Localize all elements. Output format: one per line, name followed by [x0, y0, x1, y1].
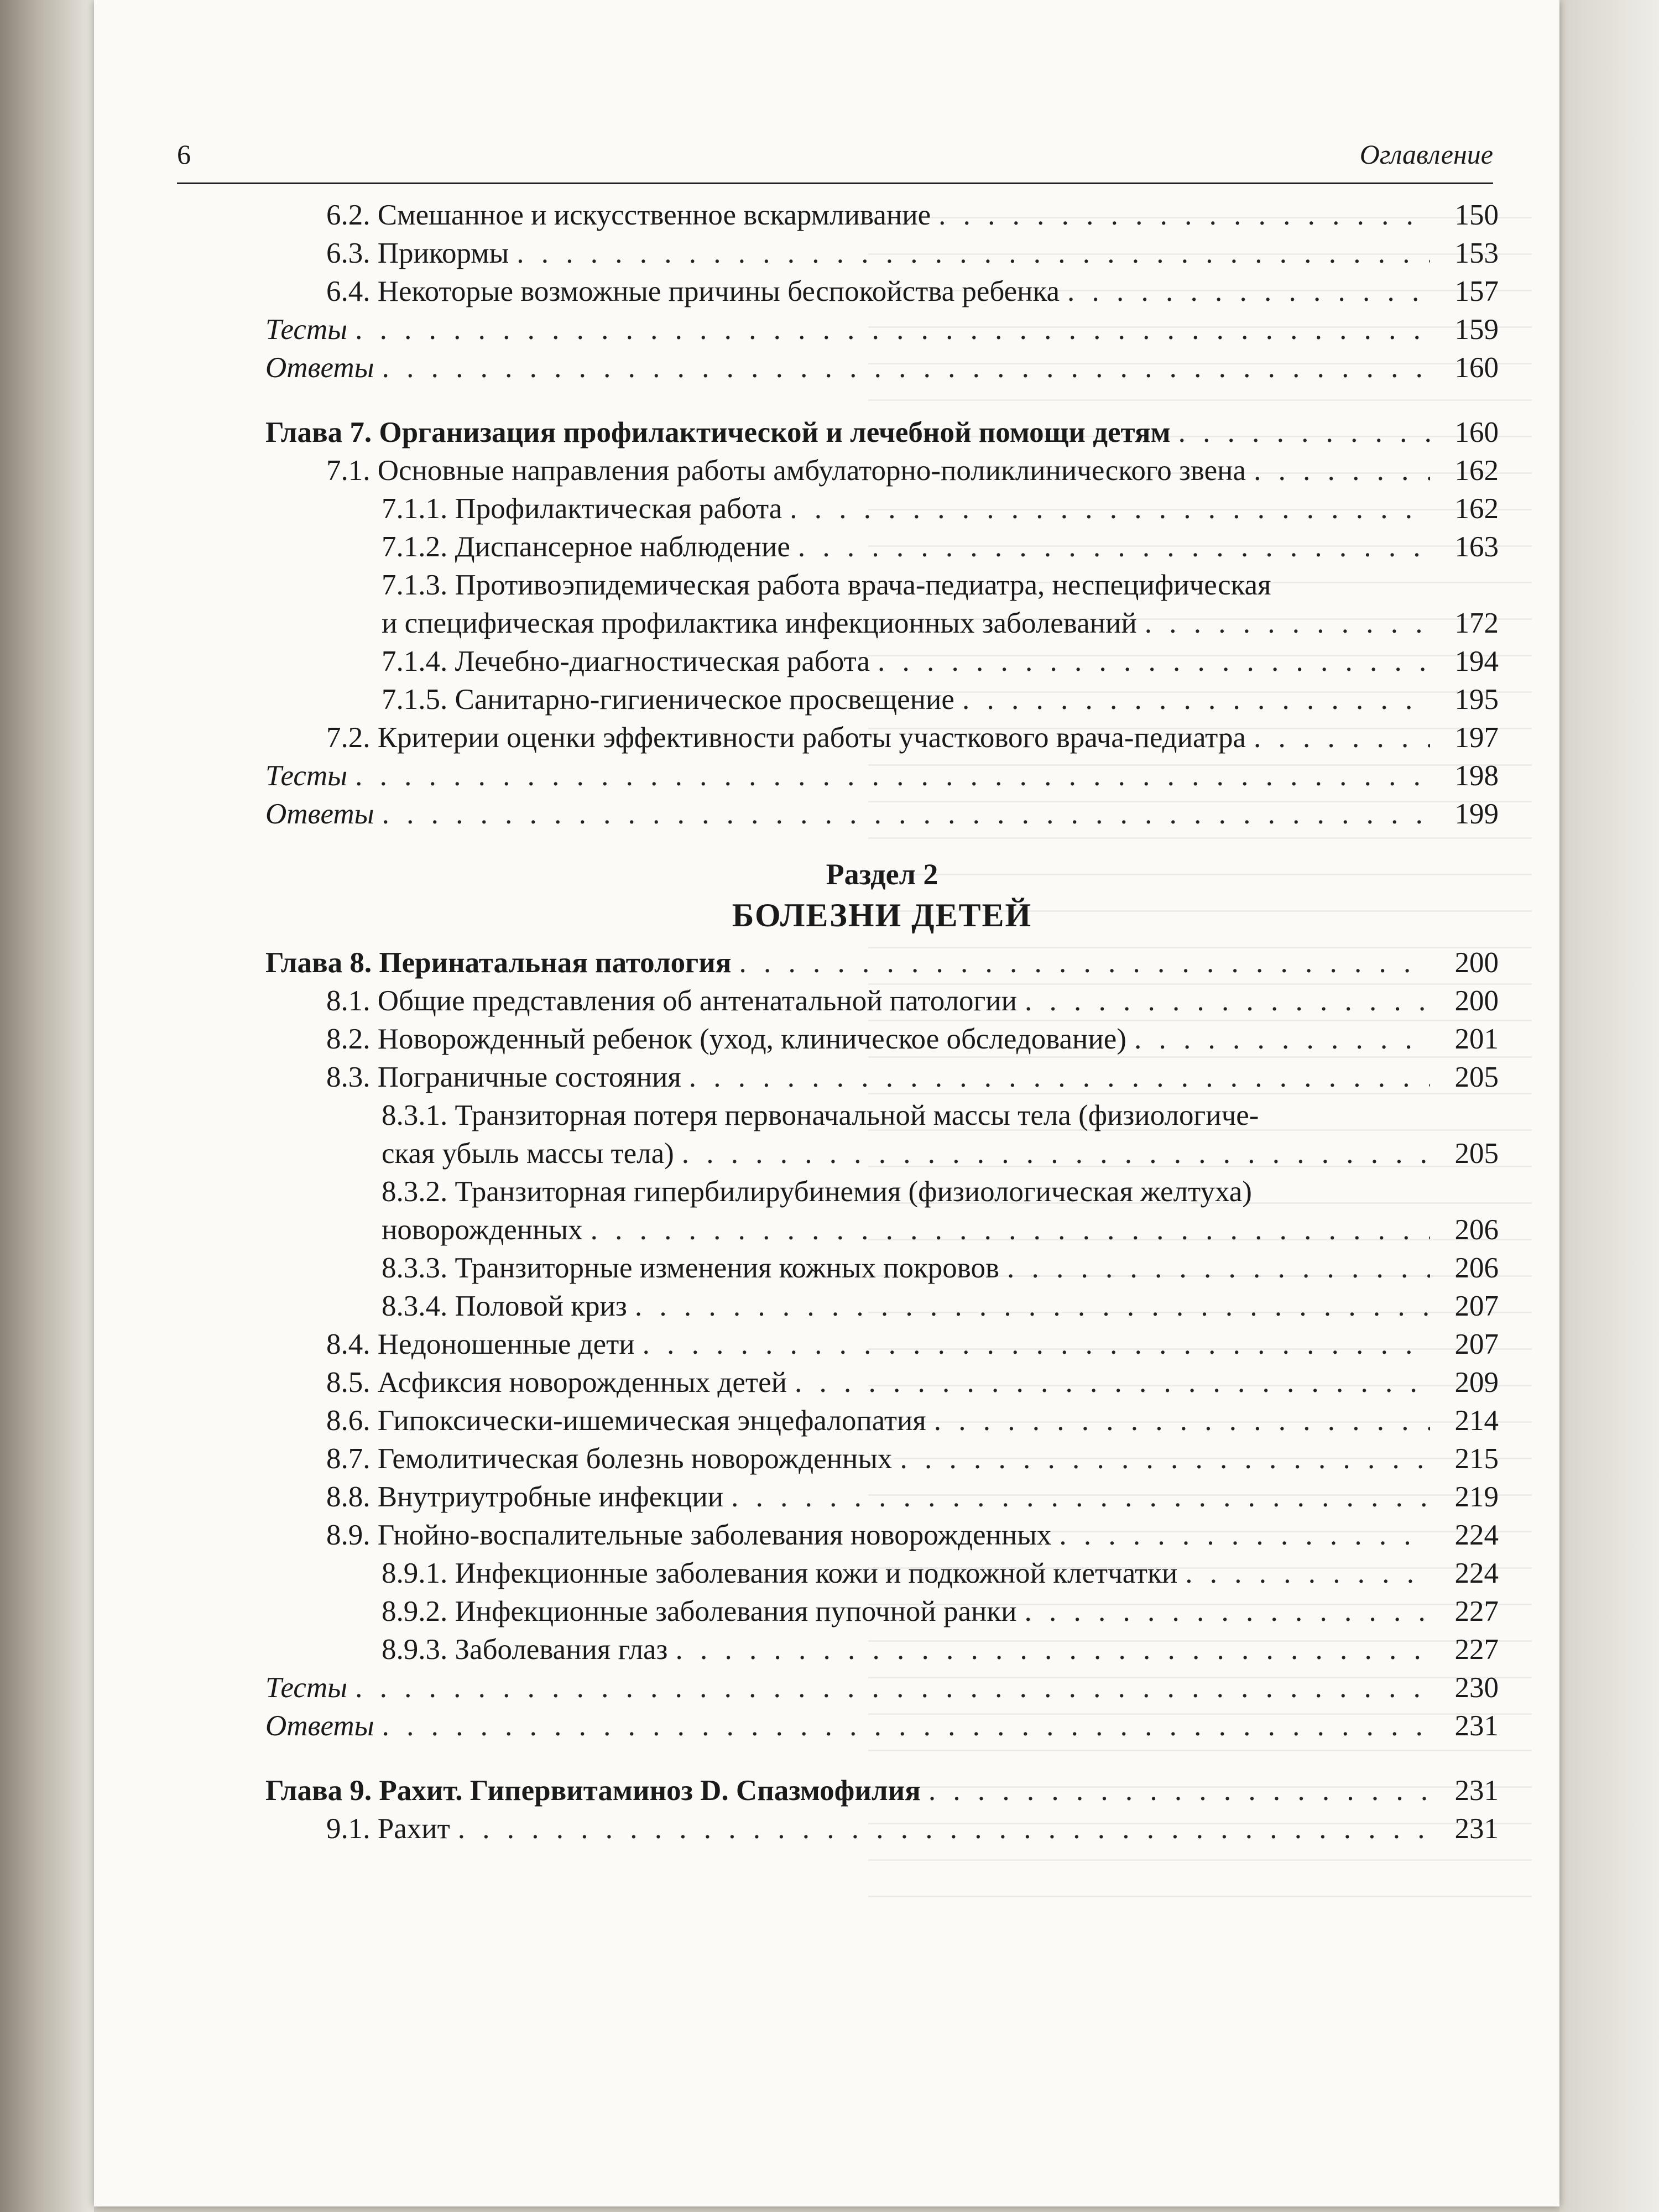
toc-entry	[265, 1593, 1499, 1631]
toc-entry	[265, 1135, 1499, 1173]
toc-label: Ответы	[265, 798, 374, 830]
toc-entry	[265, 528, 1499, 566]
leader-dots	[934, 1402, 1430, 1440]
toc-label: 8.6. Гипоксически-ишемическая энцефалопатия	[326, 1405, 926, 1437]
leader-dots	[355, 1669, 1430, 1707]
toc-entry	[265, 1631, 1499, 1669]
toc-page: 215	[1454, 1443, 1499, 1475]
table-of-contents	[265, 196, 1499, 1848]
toc-page: 200	[1454, 947, 1499, 979]
toc-entry	[265, 1211, 1499, 1249]
toc-entry	[265, 681, 1499, 719]
toc-page: 231	[1454, 1775, 1499, 1807]
running-title: Оглавление	[1359, 139, 1493, 170]
scan-edge	[1559, 0, 1659, 2212]
leader-dots	[1254, 452, 1430, 490]
toc-entry	[265, 982, 1499, 1020]
toc-entry	[265, 452, 1499, 490]
toc-entry	[265, 1440, 1499, 1478]
toc-entry	[265, 234, 1499, 273]
toc-page: 160	[1454, 416, 1499, 448]
toc-label: 6.3. Прикормы	[326, 237, 509, 269]
toc-label: Глава 9. Рахит. Гипервитаминоз D. Спазмофилия	[265, 1775, 921, 1807]
toc-entry	[265, 1020, 1499, 1058]
toc-page: 207	[1454, 1328, 1499, 1360]
toc-page: 195	[1454, 684, 1499, 716]
toc-label: Тесты	[265, 314, 348, 346]
toc-entry	[265, 1326, 1499, 1364]
leader-dots	[458, 1810, 1430, 1848]
toc-page: 197	[1454, 722, 1499, 754]
leader-dots	[689, 1058, 1430, 1097]
running-head	[177, 133, 1493, 184]
toc-label: 9.1. Рахит	[326, 1813, 450, 1845]
leader-dots	[382, 349, 1430, 387]
leader-dots	[1025, 982, 1430, 1020]
toc-page: 206	[1454, 1252, 1499, 1284]
leader-dots	[900, 1440, 1430, 1478]
spacer	[265, 1745, 1499, 1772]
toc-label: 8.7. Гемолитическая болезнь новорожденных	[326, 1443, 893, 1475]
toc-entry	[265, 1516, 1499, 1554]
section-title: БОЛЕЗНИ ДЕТЕЙ	[732, 897, 1032, 933]
toc-chapter	[265, 1772, 1499, 1810]
leader-dots	[517, 234, 1430, 273]
leader-dots	[1007, 1249, 1430, 1287]
toc-page: 205	[1454, 1138, 1499, 1170]
toc-label: Ответы	[265, 1710, 374, 1742]
toc-page: 209	[1454, 1366, 1499, 1399]
toc-page: 205	[1454, 1061, 1499, 1093]
leader-dots	[1067, 273, 1430, 311]
toc-label: 8.9.1. Инфекционные заболевания кожи и подкожной клетчатки	[382, 1557, 1178, 1589]
leader-dots	[635, 1287, 1430, 1326]
toc-entry	[265, 273, 1499, 311]
leader-dots	[790, 490, 1430, 528]
toc-entry	[265, 349, 1499, 387]
section-label: Раздел 2	[826, 858, 938, 891]
leader-dots	[355, 757, 1430, 795]
leader-dots	[355, 311, 1430, 349]
toc-label: и специфическая профилактика инфекционных заболеваний	[382, 607, 1137, 639]
toc-page: 206	[1454, 1214, 1499, 1246]
toc-entry	[265, 643, 1499, 681]
toc-entry	[265, 1810, 1499, 1848]
leader-dots	[382, 795, 1430, 833]
leader-dots	[1254, 719, 1430, 757]
scan-edge	[0, 0, 94, 2212]
toc-label: 6.4. Некоторые возможные причины беспокойства ребенка	[326, 275, 1060, 307]
toc-label: 8.3.2. Транзиторная гипербилирубинемия (физиологическая желтуха)	[382, 1176, 1252, 1208]
toc-page: 227	[1454, 1595, 1499, 1627]
toc-entry	[265, 1364, 1499, 1402]
toc-page: 230	[1454, 1672, 1499, 1704]
leader-dots	[591, 1211, 1430, 1249]
toc-page: 214	[1454, 1405, 1499, 1437]
toc-page: 201	[1454, 1023, 1499, 1055]
leader-dots	[1134, 1020, 1430, 1058]
toc-label: 8.9. Гнойно-воспалительные заболевания новорожденных	[326, 1519, 1052, 1551]
toc-label: 8.3.1. Транзиторная потеря первоначальной массы тела (физиологиче-	[382, 1099, 1259, 1131]
toc-chapter	[265, 944, 1499, 982]
toc-label: Тесты	[265, 1672, 348, 1704]
leader-dots	[938, 196, 1430, 234]
toc-page: 231	[1454, 1710, 1499, 1742]
leader-dots	[928, 1772, 1430, 1810]
toc-label: 8.8. Внутриутробные инфекции	[326, 1481, 724, 1513]
toc-label: Ответы	[265, 352, 374, 384]
toc-page: 163	[1454, 531, 1499, 563]
toc-page: 219	[1454, 1481, 1499, 1513]
toc-entry	[265, 1058, 1499, 1097]
leader-dots	[731, 1478, 1430, 1516]
leader-dots	[739, 944, 1430, 982]
toc-label: Глава 8. Перинатальная патология	[265, 947, 732, 979]
toc-entry	[265, 757, 1499, 795]
toc-label: 8.9.2. Инфекционные заболевания пупочной ранки	[382, 1595, 1017, 1627]
toc-label: 8.3.3. Транзиторные изменения кожных покровов	[382, 1252, 999, 1284]
toc-entry	[265, 1707, 1499, 1745]
toc-page: 198	[1454, 760, 1499, 792]
toc-label: 7.1.4. Лечебно-диагностическая работа	[382, 645, 870, 677]
toc-page: 200	[1454, 985, 1499, 1017]
toc-page: 207	[1454, 1290, 1499, 1322]
toc-page: 162	[1454, 493, 1499, 525]
toc-page: 231	[1454, 1813, 1499, 1845]
toc-page: 194	[1454, 645, 1499, 677]
leader-dots	[675, 1631, 1430, 1669]
toc-page: 199	[1454, 798, 1499, 830]
toc-label: 8.3. Пограничные состояния	[326, 1061, 681, 1093]
spacer	[265, 387, 1499, 414]
leader-dots	[1178, 414, 1430, 452]
leader-dots	[1024, 1593, 1430, 1631]
leader-dots	[962, 681, 1430, 719]
toc-label: 7.1.5. Санитарно-гигиеническое просвещение	[382, 684, 954, 716]
leader-dots	[643, 1326, 1430, 1364]
leader-dots	[1059, 1516, 1430, 1554]
page-number: 6	[177, 139, 191, 170]
toc-page: 227	[1454, 1634, 1499, 1666]
toc-label: 8.4. Недоношенные дети	[326, 1328, 635, 1360]
leader-dots	[682, 1135, 1430, 1173]
toc-label: 7.2. Критерии оценки эффективности работы участкового врача-педиатра	[326, 722, 1246, 754]
toc-label: 8.9.3. Заболевания глаз	[382, 1634, 668, 1666]
leader-dots	[382, 1707, 1430, 1745]
toc-page: 159	[1454, 314, 1499, 346]
toc-label: Глава 7. Организация профилактической и лечебной помощи детям	[265, 416, 1171, 448]
leader-dots	[1185, 1554, 1430, 1593]
toc-entry	[265, 566, 1499, 604]
toc-entry	[265, 719, 1499, 757]
toc-entry	[265, 795, 1499, 833]
toc-entry	[265, 1173, 1499, 1211]
toc-entry	[265, 1669, 1499, 1707]
leader-dots	[878, 643, 1430, 681]
toc-label: 7.1. Основные направления работы амбулаторно-поликлинического звена	[326, 455, 1246, 487]
toc-label: 8.5. Асфиксия новорожденных детей	[326, 1366, 787, 1399]
toc-label: Тесты	[265, 760, 348, 792]
toc-entry	[265, 1097, 1499, 1135]
toc-page: 162	[1454, 455, 1499, 487]
toc-label: 8.1. Общие представления об антенатальной патологии	[326, 985, 1017, 1017]
toc-entry	[265, 196, 1499, 234]
toc-label: ская убыль массы тела)	[382, 1138, 674, 1170]
toc-label: 6.2. Смешанное и искусственное вскармливание	[326, 199, 931, 231]
toc-label: 7.1.1. Профилактическая работа	[382, 493, 782, 525]
toc-page: 157	[1454, 275, 1499, 307]
toc-entry	[265, 1402, 1499, 1440]
toc-entry	[265, 311, 1499, 349]
toc-entry	[265, 490, 1499, 528]
toc-chapter	[265, 414, 1499, 452]
leader-dots	[795, 1364, 1430, 1402]
toc-page: 153	[1454, 237, 1499, 269]
toc-page: 224	[1454, 1519, 1499, 1551]
toc-entry	[265, 604, 1499, 643]
toc-entry	[265, 1478, 1499, 1516]
toc-entry	[265, 1249, 1499, 1287]
toc-label: 8.3.4. Половой криз	[382, 1290, 627, 1322]
toc-page: 224	[1454, 1557, 1499, 1589]
toc-page: 160	[1454, 352, 1499, 384]
leader-dots	[1145, 604, 1430, 643]
leader-dots	[798, 528, 1430, 566]
toc-entry	[265, 1287, 1499, 1326]
toc-label: 8.2. Новорожденный ребенок (уход, клиническое обследование)	[326, 1023, 1126, 1055]
toc-label: 7.1.2. Диспансерное наблюдение	[382, 531, 790, 563]
toc-label: новорожденных	[382, 1214, 583, 1246]
toc-entry	[265, 1554, 1499, 1593]
toc-page: 172	[1454, 607, 1499, 639]
toc-label: 7.1.3. Противоэпидемическая работа врача-педиатра, неспецифическая	[382, 569, 1271, 601]
toc-page: 150	[1454, 199, 1499, 231]
